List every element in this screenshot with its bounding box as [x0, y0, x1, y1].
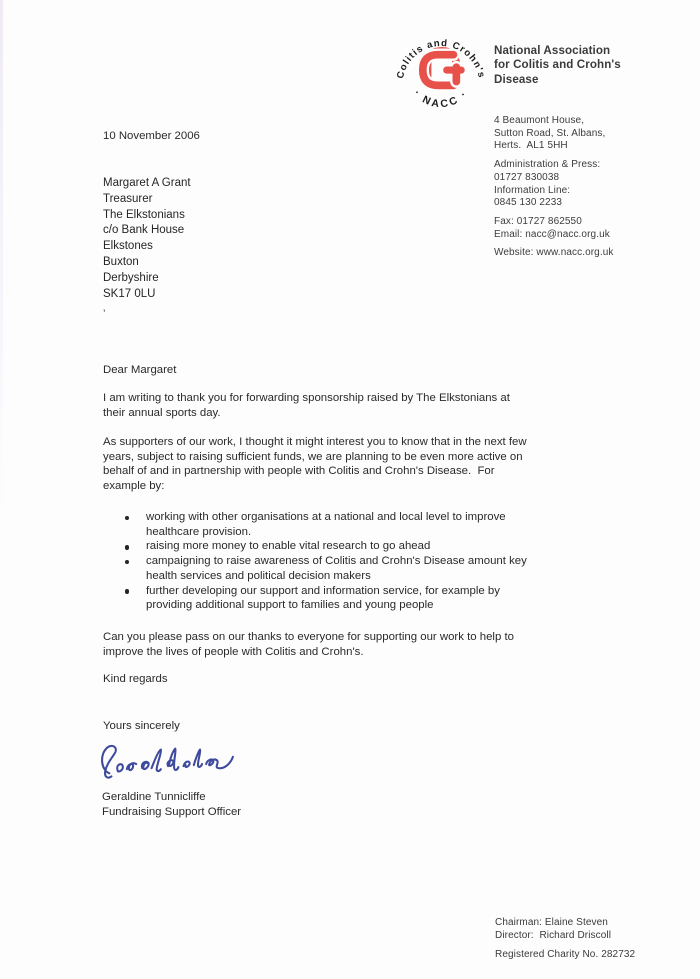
footer-officer-line: Director: Richard Driscoll [495, 930, 612, 941]
recipient-address [103, 176, 191, 302]
org-fax-email [494, 216, 614, 241]
recipient-line: Elkstones [103, 240, 153, 253]
recipient-line: SK17 0LU [103, 287, 156, 300]
footer-officer-line: Chairman: Elaine Steven [495, 917, 608, 928]
org-address-line: Sutton Road, St. Albans, [494, 127, 606, 139]
logo-arc-top-text: Colitis and Crohn's [395, 37, 487, 80]
recipient-line: Margaret A Grant [103, 177, 191, 189]
paragraph-2 [103, 435, 527, 494]
paragraph-line: years, subject to raising sufficient funds, we are planning to be even more active on [103, 450, 523, 463]
footer-officers [495, 916, 635, 942]
org-website [494, 247, 614, 260]
org-phone-line: 0845 130 2233 [494, 197, 563, 209]
sign-off: Yours sincerely [103, 720, 180, 732]
org-phones [494, 159, 614, 210]
paragraph-line: improve the lives of people with Colitis and Crohn's. [103, 645, 364, 658]
org-contact-column [494, 115, 614, 266]
recipient-line: c/o Bank House [103, 224, 185, 237]
paragraph-line: Can you please pass on our thanks to everyone for supporting our work to help to [103, 631, 514, 643]
bullet-item [103, 510, 527, 539]
paragraph-1 [103, 391, 510, 420]
org-fax-email-line: Email: nacc@nacc.org.uk [494, 228, 610, 240]
recipient-line: The Elkstonians [103, 208, 185, 221]
bullet-item [103, 554, 527, 583]
org-phone-line: Administration & Press: [494, 159, 601, 171]
charity-number: Registered Charity No. 282732 [495, 949, 636, 960]
letter-date: 10 November 2006 [103, 130, 200, 142]
bullet-item-line: healthcare provision. [146, 525, 252, 538]
bullet-item-line: further developing our support and information service, for example by [146, 584, 500, 597]
org-title-line: for Colitis and Crohn's [494, 58, 621, 72]
sender-title: Fundraising Support Officer [102, 805, 242, 818]
org-fax-email-line: Fax: 01727 862550 [494, 215, 582, 227]
recipient-line: Derbyshire [103, 271, 159, 284]
bullet-list [103, 510, 527, 613]
org-address-line: Herts. AL1 5HH [494, 140, 568, 152]
org-phone-line: 01727 830038 [494, 171, 560, 183]
sender-block [102, 790, 241, 819]
nacc-logo [393, 23, 489, 119]
recipient-line: Buxton [103, 255, 139, 268]
closing-paragraph [103, 630, 514, 659]
kind-regards: Kind regards [103, 673, 168, 685]
stray-ink-mark: ’ [103, 308, 106, 320]
org-title-line: Disease [494, 72, 539, 86]
logo-arc-bottom-text: · NACC · [411, 87, 471, 111]
bullet-item [103, 539, 527, 554]
bullet-item [103, 584, 527, 613]
sender-name: Geraldine Tunnicliffe [102, 791, 206, 803]
org-phone-line: Information Line: [494, 184, 571, 196]
bullet-item-line: working with other organisations at a national and local level to improve [146, 511, 506, 523]
org-title [494, 44, 621, 87]
paragraph-line: As supporters of our work, I thought it might interest you to know that in the next few [103, 436, 527, 448]
bullet-item-line: health services and political decision makers [146, 569, 371, 582]
bullet-item-line: raising more money to enable vital research to go ahead [146, 540, 431, 553]
interlocked-c-icon [423, 51, 461, 86]
paragraph-line: I am writing to thank you for forwarding sponsorship raised by The Elkstonians at [103, 392, 510, 404]
scan-edge-artifact [0, 0, 3, 520]
recipient-line: Treasurer [103, 192, 153, 205]
paragraph-line: example by: [103, 480, 165, 493]
org-address-line: 4 Beaumont House, [494, 115, 585, 126]
bullet-item-line: providing additional support to families and young people [146, 599, 434, 612]
bullet-item-line: campaigning to raise awareness of Colitis and Crohn's Disease amount key [146, 555, 527, 568]
org-title-line: National Association [494, 44, 611, 57]
handwritten-signature [97, 741, 235, 785]
org-address [494, 115, 614, 153]
org-website-line: Website: www.nacc.org.uk [494, 247, 614, 259]
salutation: Dear Margaret [103, 364, 177, 376]
paragraph-line: their annual sports day. [103, 406, 221, 419]
paragraph-line: behalf of and in partnership with people with Colitis and Crohn's Disease. For [103, 465, 495, 478]
footer [495, 916, 635, 961]
